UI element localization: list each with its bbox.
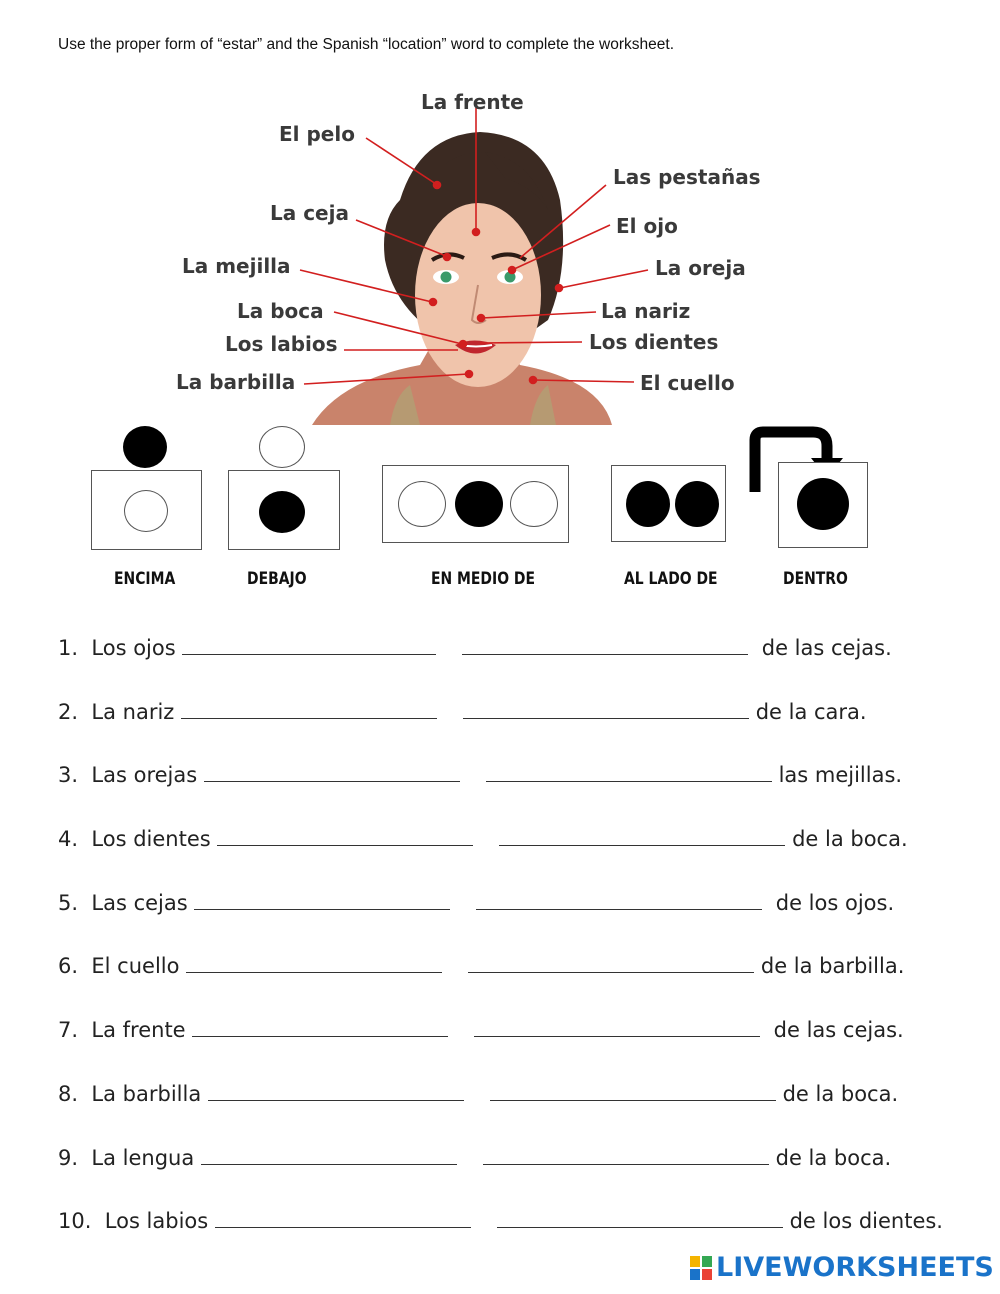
- label-la-mejilla: La mejilla: [182, 254, 291, 278]
- location-blank[interactable]: [468, 952, 754, 973]
- label-la-ceja: La ceja: [270, 201, 349, 225]
- sentence-row: [58, 634, 892, 660]
- sentence-subject: La barbilla: [91, 1082, 202, 1106]
- label-la-boca: La boca: [237, 299, 324, 323]
- estar-blank[interactable]: [201, 1144, 457, 1165]
- sentence-row: [58, 698, 867, 724]
- sentence-subject: Los dientes: [91, 827, 211, 851]
- sentence-subject: La frente: [91, 1018, 186, 1042]
- sentence-row: [58, 1144, 891, 1170]
- sentence-row: [58, 761, 902, 787]
- location-blank[interactable]: [490, 1080, 776, 1101]
- label-el-ojo: El ojo: [616, 214, 678, 238]
- label-las-pestanas: Las pestañas: [613, 165, 761, 189]
- location-blank[interactable]: [483, 1144, 769, 1165]
- sentence-subject: El cuello: [91, 954, 180, 978]
- sentence-ending: de la barbilla.: [760, 954, 905, 978]
- sentence-ending: de las cejas.: [761, 636, 892, 660]
- sentence-number: 10.: [58, 1209, 92, 1233]
- label-los-dientes: Los dientes: [589, 330, 719, 354]
- face-illustration: [0, 80, 1000, 430]
- estar-blank[interactable]: [182, 634, 436, 655]
- liveworksheets-logo: [690, 1252, 994, 1283]
- sentence-subject: La lengua: [91, 1146, 195, 1170]
- sentence-row: [58, 1016, 904, 1042]
- location-blank[interactable]: [497, 1207, 783, 1228]
- estar-blank[interactable]: [217, 825, 473, 846]
- label-el-cuello: El cuello: [640, 371, 735, 395]
- location-blank[interactable]: [499, 825, 785, 846]
- location-label-en-medio-de: EN MEDIO DE: [431, 569, 535, 589]
- location-blank[interactable]: [463, 698, 749, 719]
- sentence-row: [58, 889, 894, 915]
- sentence-ending: de los ojos.: [775, 891, 895, 915]
- face-diagram: [0, 80, 1000, 430]
- sentence-number: 9.: [58, 1146, 79, 1170]
- sentence-row: [58, 825, 908, 851]
- label-la-oreja: La oreja: [655, 256, 746, 280]
- estar-blank[interactable]: [204, 761, 460, 782]
- sentence-ending: de los dientes.: [789, 1209, 943, 1233]
- sentence-number: 7.: [58, 1018, 79, 1042]
- sentence-number: 8.: [58, 1082, 79, 1106]
- estar-blank[interactable]: [186, 952, 442, 973]
- location-label-debajo: DEBAJO: [247, 569, 307, 589]
- location-label-dentro: DENTRO: [783, 569, 848, 589]
- estar-blank[interactable]: [208, 1080, 464, 1101]
- estar-blank[interactable]: [194, 889, 450, 910]
- label-la-nariz: La nariz: [601, 299, 691, 323]
- location-label-al-lado-de: AL LADO DE: [624, 569, 718, 589]
- label-la-barbilla: La barbilla: [176, 370, 296, 394]
- location-blank[interactable]: [462, 634, 748, 655]
- sentence-row: [58, 1207, 943, 1233]
- logo-icon: [690, 1256, 712, 1280]
- sentence-row: [58, 1080, 898, 1106]
- sentence-row: [58, 952, 904, 978]
- estar-blank[interactable]: [192, 1016, 448, 1037]
- sentence-number: 5.: [58, 891, 79, 915]
- sentence-subject: Las orejas: [91, 763, 198, 787]
- location-blank[interactable]: [474, 1016, 760, 1037]
- location-blank[interactable]: [486, 761, 772, 782]
- sentence-ending: de las cejas.: [773, 1018, 904, 1042]
- location-label-encima: ENCIMA: [114, 569, 176, 589]
- sentence-ending: de la boca.: [782, 1082, 899, 1106]
- label-el-pelo: El pelo: [279, 122, 355, 146]
- sentence-number: 6.: [58, 954, 79, 978]
- sentence-subject: Las cejas: [91, 891, 188, 915]
- sentence-subject: Los ojos: [91, 636, 176, 660]
- sentence-ending: de la boca.: [775, 1146, 892, 1170]
- sentence-number: 3.: [58, 763, 79, 787]
- estar-blank[interactable]: [215, 1207, 471, 1228]
- sentence-ending: las mejillas.: [778, 763, 903, 787]
- sentence-number: 2.: [58, 700, 79, 724]
- logo-text: LIVEWORKSHEETS: [716, 1252, 994, 1283]
- estar-blank[interactable]: [181, 698, 437, 719]
- label-los-labios: Los labios: [225, 332, 338, 356]
- location-blank[interactable]: [476, 889, 762, 910]
- sentence-subject: La nariz: [91, 700, 175, 724]
- sentence-number: 4.: [58, 827, 79, 851]
- sentence-ending: de la cara.: [755, 700, 867, 724]
- sentence-number: 1.: [58, 636, 79, 660]
- sentence-ending: de la boca.: [792, 827, 908, 851]
- instruction-text: Use the proper form of “estar” and the Spanish “location” word to complete the worksheet.: [58, 36, 674, 53]
- label-la-frente: La frente: [421, 90, 524, 114]
- sentence-subject: Los labios: [104, 1209, 209, 1233]
